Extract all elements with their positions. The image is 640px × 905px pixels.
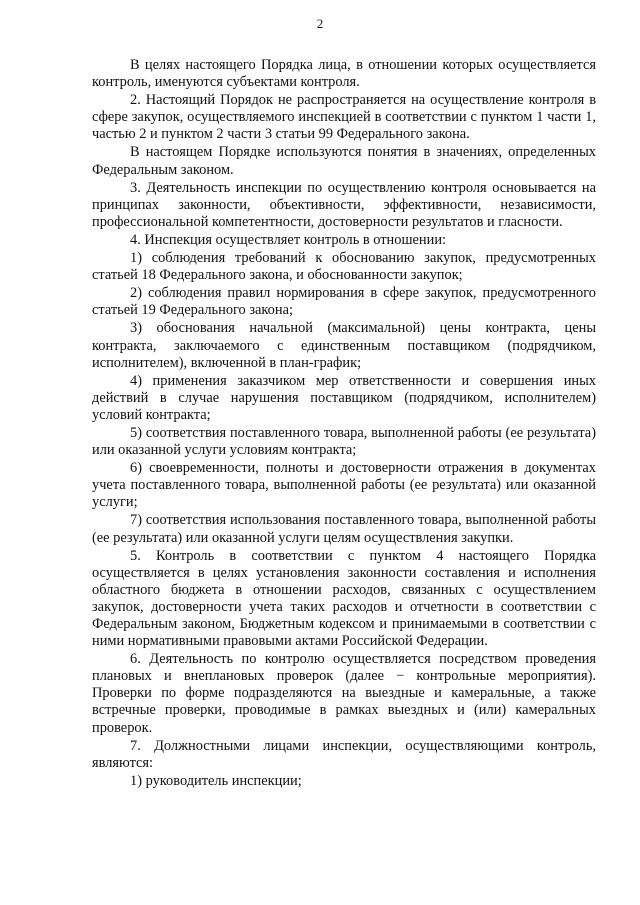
paragraph-1: В целях настоящего Порядка лица, в отношении которых осуществляется контроль, именуются субъектами контроля. (92, 57, 596, 91)
paragraph-9: 4) применения заказчиком мер ответственности и совершения иных действий в случае нарушения поставщиком (подрядчиком, исполнителем) условий контракта; (92, 372, 596, 423)
document-body (92, 57, 596, 790)
paragraph-16: 1) руководитель инспекции; (130, 772, 302, 789)
paragraph-3: В настоящем Порядке используются понятия в значениях, определенных Федеральным законом. (92, 144, 596, 178)
paragraph-2: 2. Настоящий Порядок не распространяется на осуществление контроля в сфере закупок, осуществляемого инспекцией в соответствии с пунктом 1 части 1, частью 2 и пунктом 2 части 3 статьи 99 Федерального закона. (92, 92, 596, 143)
paragraph-15: 7. Должностными лицами инспекции, осуществляющими контроль, являются: (92, 737, 596, 771)
page-number: 2 (316, 16, 324, 31)
paragraph-10: 5) соответствия поставленного товара, выполненной работы (ее результата) или оказанной услуги условиям контракта; (92, 424, 596, 459)
paragraph-11: 6) своевременности, полноты и достоверности отражения в документах учета поставленного товара, выполненной работы (ее результата) или оказанной услуги; (92, 460, 596, 511)
paragraph-14: 6. Деятельность по контролю осуществляется посредством проведения плановых и внеплановых проверок (далее − контрольные мероприятия). Проверки по форме подразделяются на выездные и камеральные, а также встречные проверки, проводимые в рамках выездных и (или) камеральных проверок. (92, 651, 596, 736)
paragraph-6: 1) соблюдения требований к обоснованию закупок, предусмотренных статьей 18 Федерального закона, и обоснованности закупок; (92, 250, 596, 284)
paragraph-12: 7) соответствия использования поставленного товара, выполненной работы (ее результата) или оказанной услуги целям осуществления закупки. (92, 512, 596, 546)
paragraph-8: 3) обоснования начальной (максимальной) цены контракта, цены контракта, заключаемого с единственным поставщиком (подрядчиком, исполнителем), включенной в план-график; (92, 320, 596, 371)
paragraph-7: 2) соблюдения правил нормирования в сфере закупок, предусмотренного статьей 19 Федерального закона; (92, 285, 596, 319)
paragraph-4: 3. Деятельность инспекции по осуществлению контроля основывается на принципах законности, объективности, эффективности, независимости, профессиональной компетентности, достоверности результатов и гласности. (92, 179, 596, 230)
paragraph-13: 5. Контроль в соответствии с пунктом 4 настоящего Порядка осуществляется в целях установления законности составления и исполнения областного бюджета в отношении расходов, связанных с осуществлением закупок, достоверности учета таких расходов и отчетности в соответствии с Федеральным законом, Бюджетным кодексом и принимаемыми в соответствии с ними нормативными правовыми актами Российской Федерации. (92, 547, 596, 650)
paragraph-5: 4. Инспекция осуществляет контроль в отношении: (130, 231, 447, 248)
